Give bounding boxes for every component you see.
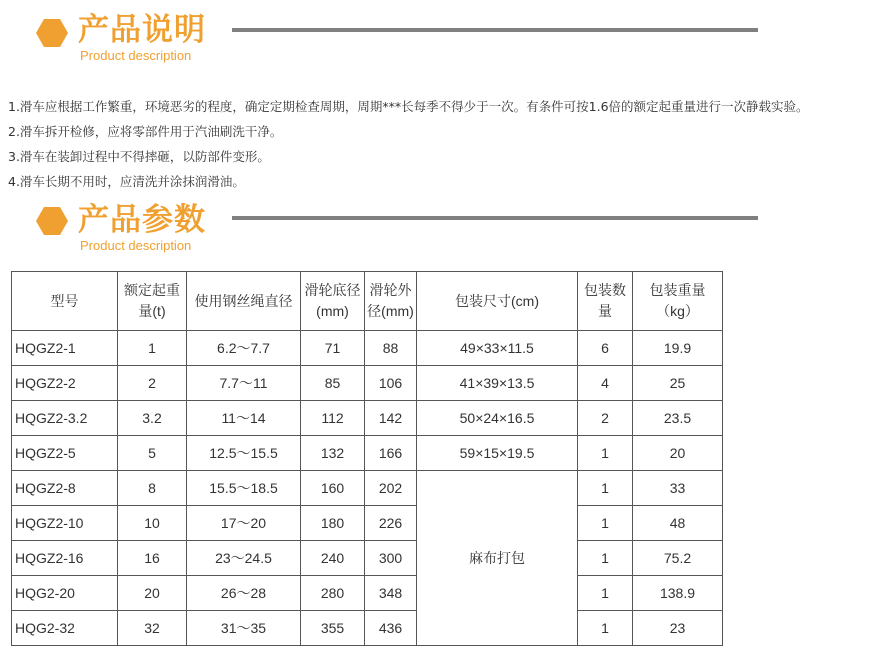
cell-rope-diameter: 23～24.5 — [187, 541, 301, 576]
cell-rated-load: 10 — [118, 506, 187, 541]
cell-model: HQGZ2-2 — [12, 366, 118, 401]
cell-rope-diameter: 7.7～11 — [187, 366, 301, 401]
cell-rope-diameter: 26～28 — [187, 576, 301, 611]
cell-package-merged: 麻布打包 — [417, 471, 578, 646]
table-row — [12, 611, 723, 646]
params-subtitle: Product description — [80, 238, 192, 253]
cell-package-weight: 23 — [633, 611, 723, 646]
cell-rated-load: 3.2 — [118, 401, 187, 436]
cell-sheave-outer: 88 — [365, 331, 417, 366]
cell-package-qty: 6 — [578, 331, 633, 366]
cell-model: HQGZ2-8 — [12, 471, 118, 506]
cell-package-size: 59×15×19.5 — [417, 436, 578, 471]
cell-package-size: 50×24×16.5 — [417, 401, 578, 436]
cell-sheave-root: 85 — [301, 366, 365, 401]
description-title: 产品说明 — [78, 12, 206, 48]
cell-package-weight: 23.5 — [633, 401, 723, 436]
cell-sheave-outer: 142 — [365, 401, 417, 436]
cell-rated-load: 8 — [118, 471, 187, 506]
col-header-package-qty: 包装数量 — [578, 272, 633, 331]
cell-model: HQGZ2-1 — [12, 331, 118, 366]
table-header-row — [12, 272, 723, 331]
cell-sheave-outer: 226 — [365, 506, 417, 541]
cell-rated-load: 20 — [118, 576, 187, 611]
params-header — [0, 202, 894, 262]
cell-package-qty: 1 — [578, 576, 633, 611]
cell-package-weight: 20 — [633, 436, 723, 471]
cell-rated-load: 1 — [118, 331, 187, 366]
cell-package-weight: 33 — [633, 471, 723, 506]
cell-sheave-root: 280 — [301, 576, 365, 611]
cell-sheave-outer: 436 — [365, 611, 417, 646]
spec-table — [11, 271, 723, 646]
table-row — [12, 541, 723, 576]
hexagon-icon — [36, 207, 68, 235]
cell-package-weight: 48 — [633, 506, 723, 541]
cell-package-qty: 1 — [578, 471, 633, 506]
table-row — [12, 436, 723, 471]
description-subtitle: Product description — [80, 48, 192, 63]
cell-model: HQGZ2-10 — [12, 506, 118, 541]
cell-package-size: 49×33×11.5 — [417, 331, 578, 366]
cell-rated-load: 5 — [118, 436, 187, 471]
cell-model: HQGZ2-16 — [12, 541, 118, 576]
cell-package-qty: 1 — [578, 436, 633, 471]
col-header-rated-load: 额定起重量(t) — [118, 272, 187, 331]
params-title: 产品参数 — [78, 202, 206, 238]
cell-package-qty: 1 — [578, 506, 633, 541]
cell-package-qty: 1 — [578, 541, 633, 576]
cell-rope-diameter: 31～35 — [187, 611, 301, 646]
hexagon-icon — [36, 19, 68, 47]
note-item: 1.滑车应根据工作繁重，环境恶劣的程度，确定定期检查周期，周期***长每季不得少于一次。有条件可按1.6倍的额定起重量进行一次静载实验。 — [8, 99, 809, 114]
table-row — [12, 506, 723, 541]
cell-sheave-root: 112 — [301, 401, 365, 436]
cell-rated-load: 2 — [118, 366, 187, 401]
cell-model: HQG2-32 — [12, 611, 118, 646]
description-header — [0, 12, 894, 72]
col-header-package-weight: 包装重量（kg） — [633, 272, 723, 331]
cell-package-qty: 2 — [578, 401, 633, 436]
header-rule — [232, 216, 758, 220]
cell-rated-load: 32 — [118, 611, 187, 646]
cell-package-size: 41×39×13.5 — [417, 366, 578, 401]
header-rule — [232, 28, 758, 32]
cell-rope-diameter: 6.2～7.7 — [187, 331, 301, 366]
cell-rope-diameter: 11～14 — [187, 401, 301, 436]
cell-rope-diameter: 12.5～15.5 — [187, 436, 301, 471]
cell-sheave-root: 71 — [301, 331, 365, 366]
col-header-sheave-root: 滑轮底径(mm) — [301, 272, 365, 331]
cell-sheave-root: 132 — [301, 436, 365, 471]
cell-sheave-root: 160 — [301, 471, 365, 506]
cell-package-qty: 4 — [578, 366, 633, 401]
table-row — [12, 471, 723, 506]
cell-sheave-outer: 348 — [365, 576, 417, 611]
table-row — [12, 366, 723, 401]
cell-package-weight: 75.2 — [633, 541, 723, 576]
cell-package-weight: 19.9 — [633, 331, 723, 366]
cell-model: HQG2-20 — [12, 576, 118, 611]
cell-sheave-root: 355 — [301, 611, 365, 646]
cell-sheave-outer: 106 — [365, 366, 417, 401]
col-header-model: 型号 — [12, 272, 118, 331]
usage-notes — [8, 94, 892, 194]
cell-package-weight: 25 — [633, 366, 723, 401]
cell-sheave-root: 240 — [301, 541, 365, 576]
cell-rope-diameter: 15.5～18.5 — [187, 471, 301, 506]
cell-model: HQGZ2-5 — [12, 436, 118, 471]
table-row — [12, 576, 723, 611]
cell-sheave-root: 180 — [301, 506, 365, 541]
cell-rated-load: 16 — [118, 541, 187, 576]
note-item: 2.滑车拆开检修，应将零部件用于汽油刷洗干净。 — [8, 124, 283, 139]
table-row — [12, 401, 723, 436]
col-header-package-size: 包装尺寸(cm) — [417, 272, 578, 331]
cell-sheave-outer: 166 — [365, 436, 417, 471]
cell-sheave-outer: 300 — [365, 541, 417, 576]
note-item: 4.滑车长期不用时，应清洗并涂抹润滑油。 — [8, 174, 245, 189]
cell-model: HQGZ2-3.2 — [12, 401, 118, 436]
note-item: 3.滑车在装卸过程中不得摔砸，以防部件变形。 — [8, 149, 270, 164]
col-header-sheave-outer: 滑轮外径(mm) — [365, 272, 417, 331]
table-row — [12, 331, 723, 366]
cell-package-weight: 138.9 — [633, 576, 723, 611]
cell-package-qty: 1 — [578, 611, 633, 646]
cell-rope-diameter: 17～20 — [187, 506, 301, 541]
cell-sheave-outer: 202 — [365, 471, 417, 506]
col-header-rope-diameter: 使用钢丝绳直径 — [187, 272, 301, 331]
